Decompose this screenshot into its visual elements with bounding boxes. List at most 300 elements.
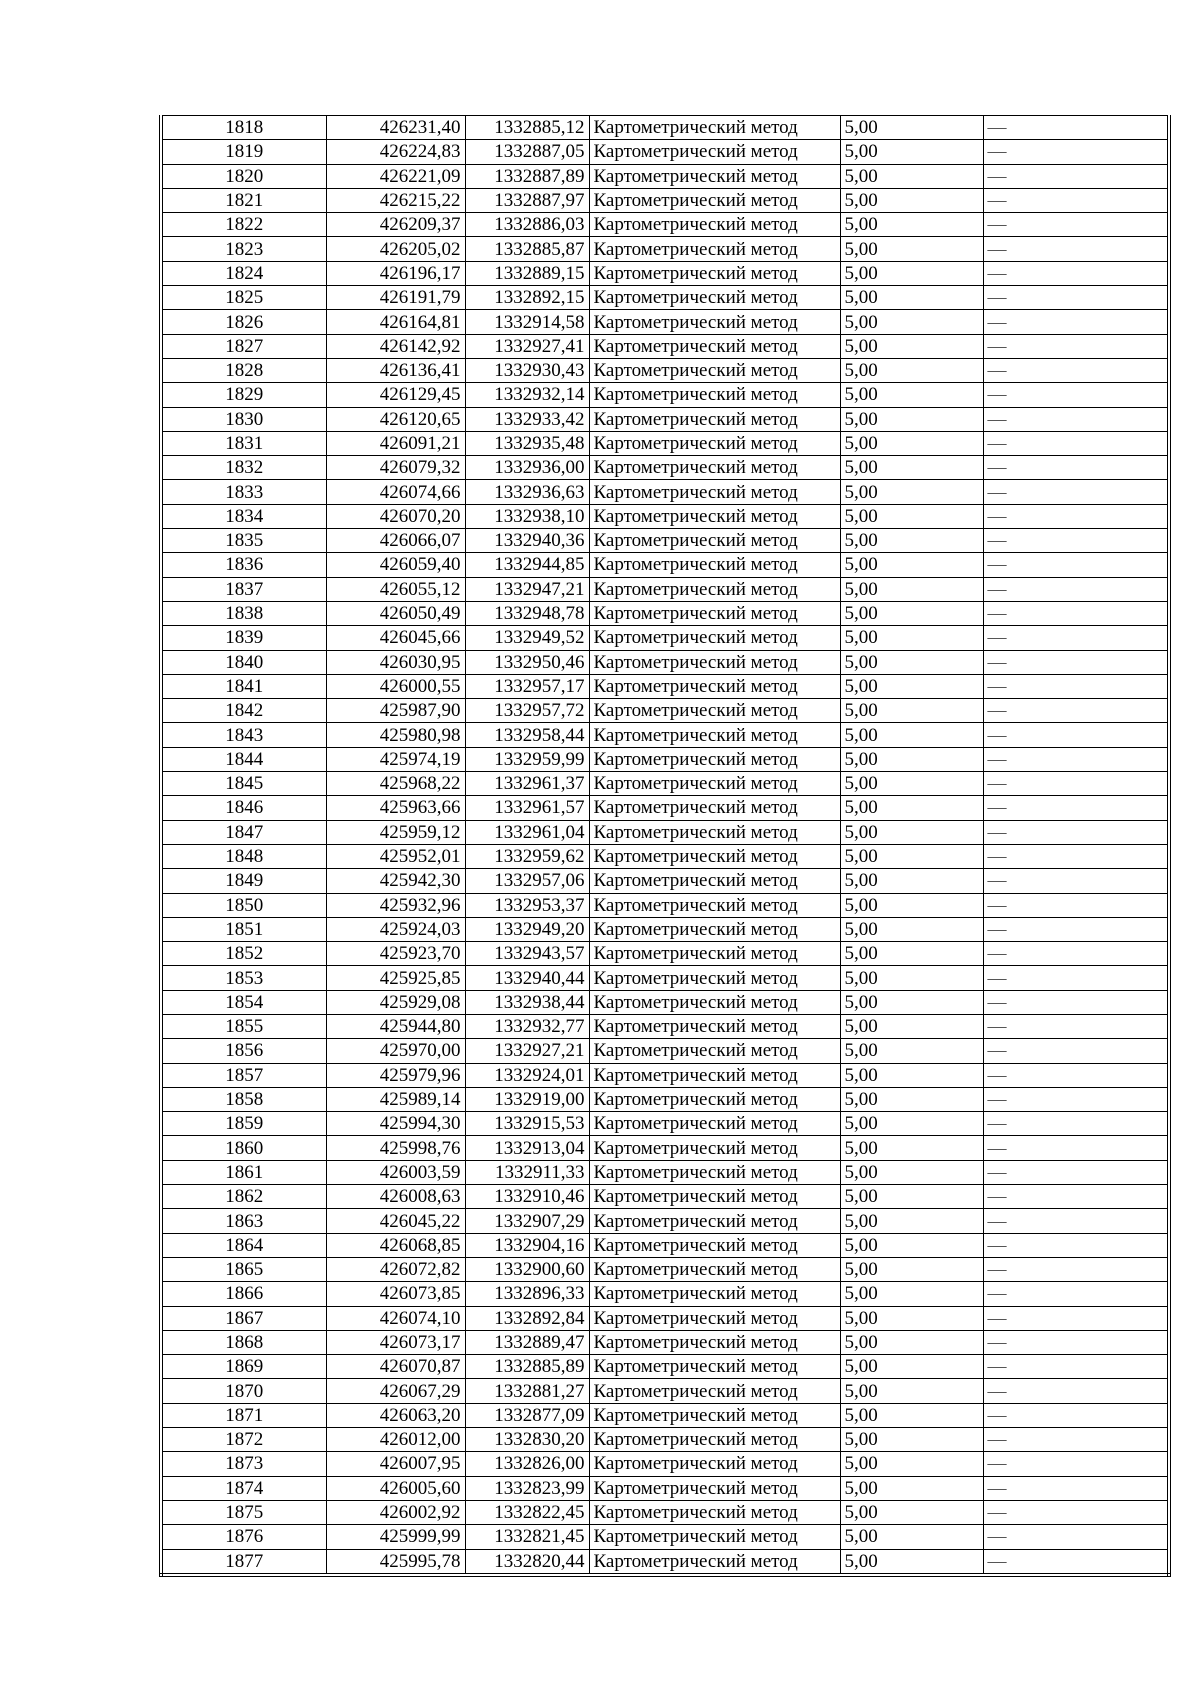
- table-row: [161, 869, 1169, 893]
- y-coordinate-cell: 1332885,87: [465, 237, 589, 261]
- point-number-cell: 1872: [161, 1428, 326, 1452]
- y-coordinate-cell: 1332933,42: [465, 407, 589, 431]
- x-coordinate-cell: 426066,07: [326, 529, 465, 553]
- point-number-cell: 1854: [161, 990, 326, 1014]
- point-number-cell: 1861: [161, 1160, 326, 1184]
- x-coordinate-cell: 426209,37: [326, 213, 465, 237]
- y-coordinate-cell: 1332949,20: [465, 917, 589, 941]
- table-row: [161, 1525, 1169, 1549]
- table-row: [161, 844, 1169, 868]
- accuracy-cell: 5,00: [840, 650, 983, 674]
- description-cell: —: [983, 1014, 1169, 1038]
- point-number-cell: 1845: [161, 772, 326, 796]
- y-coordinate-cell: 1332959,99: [465, 747, 589, 771]
- description-cell: —: [983, 577, 1169, 601]
- y-coordinate-cell: 1332932,77: [465, 1014, 589, 1038]
- y-coordinate-cell: 1332949,52: [465, 626, 589, 650]
- method-cell: Картометрический метод: [589, 407, 840, 431]
- y-coordinate-cell: 1332930,43: [465, 358, 589, 382]
- y-coordinate-cell: 1332826,00: [465, 1452, 589, 1476]
- table-row: [161, 601, 1169, 625]
- point-number-cell: 1837: [161, 577, 326, 601]
- y-coordinate-cell: 1332887,05: [465, 140, 589, 164]
- method-cell: Картометрический метод: [589, 1476, 840, 1500]
- y-coordinate-cell: 1332914,58: [465, 310, 589, 334]
- description-cell: —: [983, 1355, 1169, 1379]
- table-row: [161, 1087, 1169, 1111]
- method-cell: Картометрический метод: [589, 504, 840, 528]
- point-number-cell: 1860: [161, 1136, 326, 1160]
- point-number-cell: 1832: [161, 456, 326, 480]
- point-number-cell: 1869: [161, 1355, 326, 1379]
- accuracy-cell: 5,00: [840, 553, 983, 577]
- x-coordinate-cell: 426136,41: [326, 358, 465, 382]
- y-coordinate-cell: 1332830,20: [465, 1428, 589, 1452]
- accuracy-cell: 5,00: [840, 747, 983, 771]
- description-cell: —: [983, 1282, 1169, 1306]
- y-coordinate-cell: 1332924,01: [465, 1063, 589, 1087]
- point-number-cell: 1847: [161, 820, 326, 844]
- description-cell: —: [983, 844, 1169, 868]
- x-coordinate-cell: 426007,95: [326, 1452, 465, 1476]
- x-coordinate-cell: 426074,66: [326, 480, 465, 504]
- x-coordinate-cell: 425968,22: [326, 772, 465, 796]
- description-cell: —: [983, 723, 1169, 747]
- description-cell: —: [983, 1233, 1169, 1257]
- point-number-cell: 1827: [161, 334, 326, 358]
- point-number-cell: 1851: [161, 917, 326, 941]
- method-cell: Картометрический метод: [589, 674, 840, 698]
- point-number-cell: 1836: [161, 553, 326, 577]
- table-row: [161, 480, 1169, 504]
- description-cell: —: [983, 1549, 1169, 1575]
- x-coordinate-cell: 425942,30: [326, 869, 465, 893]
- point-number-cell: 1849: [161, 869, 326, 893]
- accuracy-cell: 5,00: [840, 1500, 983, 1524]
- method-cell: Картометрический метод: [589, 116, 840, 140]
- point-number-cell: 1819: [161, 140, 326, 164]
- method-cell: Картометрический метод: [589, 1525, 840, 1549]
- description-cell: —: [983, 1112, 1169, 1136]
- x-coordinate-cell: 425924,03: [326, 917, 465, 941]
- table-row: [161, 1452, 1169, 1476]
- table-row: [161, 966, 1169, 990]
- method-cell: Картометрический метод: [589, 553, 840, 577]
- x-coordinate-cell: 426012,00: [326, 1428, 465, 1452]
- table-row: [161, 1306, 1169, 1330]
- table-row: [161, 553, 1169, 577]
- x-coordinate-cell: 426231,40: [326, 116, 465, 140]
- y-coordinate-cell: 1332910,46: [465, 1185, 589, 1209]
- method-cell: Картометрический метод: [589, 261, 840, 285]
- description-cell: —: [983, 650, 1169, 674]
- point-number-cell: 1877: [161, 1549, 326, 1575]
- method-cell: Картометрический метод: [589, 1014, 840, 1038]
- accuracy-cell: 5,00: [840, 1257, 983, 1281]
- description-cell: —: [983, 942, 1169, 966]
- description-cell: —: [983, 990, 1169, 1014]
- accuracy-cell: 5,00: [840, 1306, 983, 1330]
- accuracy-cell: 5,00: [840, 188, 983, 212]
- y-coordinate-cell: 1332887,97: [465, 188, 589, 212]
- accuracy-cell: 5,00: [840, 601, 983, 625]
- table-row: [161, 1403, 1169, 1427]
- accuracy-cell: 5,00: [840, 1087, 983, 1111]
- point-number-cell: 1840: [161, 650, 326, 674]
- y-coordinate-cell: 1332935,48: [465, 431, 589, 455]
- x-coordinate-cell: 425989,14: [326, 1087, 465, 1111]
- x-coordinate-cell: 426073,85: [326, 1282, 465, 1306]
- y-coordinate-cell: 1332877,09: [465, 1403, 589, 1427]
- y-coordinate-cell: 1332953,37: [465, 893, 589, 917]
- table-row: [161, 1063, 1169, 1087]
- point-number-cell: 1825: [161, 286, 326, 310]
- method-cell: Картометрический метод: [589, 1500, 840, 1524]
- y-coordinate-cell: 1332821,45: [465, 1525, 589, 1549]
- method-cell: Картометрический метод: [589, 358, 840, 382]
- x-coordinate-cell: 425929,08: [326, 990, 465, 1014]
- method-cell: Картометрический метод: [589, 1330, 840, 1354]
- x-coordinate-cell: 426045,22: [326, 1209, 465, 1233]
- accuracy-cell: 5,00: [840, 1112, 983, 1136]
- method-cell: Картометрический метод: [589, 1306, 840, 1330]
- accuracy-cell: 5,00: [840, 529, 983, 553]
- description-cell: —: [983, 431, 1169, 455]
- method-cell: Картометрический метод: [589, 1257, 840, 1281]
- point-number-cell: 1865: [161, 1257, 326, 1281]
- method-cell: Картометрический метод: [589, 723, 840, 747]
- accuracy-cell: 5,00: [840, 456, 983, 480]
- x-coordinate-cell: 426059,40: [326, 553, 465, 577]
- point-number-cell: 1822: [161, 213, 326, 237]
- accuracy-cell: 5,00: [840, 237, 983, 261]
- table-row: [161, 456, 1169, 480]
- description-cell: —: [983, 1525, 1169, 1549]
- table-row: [161, 358, 1169, 382]
- table-row: [161, 504, 1169, 528]
- accuracy-cell: 5,00: [840, 407, 983, 431]
- point-number-cell: 1874: [161, 1476, 326, 1500]
- description-cell: —: [983, 1136, 1169, 1160]
- description-cell: —: [983, 237, 1169, 261]
- x-coordinate-cell: 426205,02: [326, 237, 465, 261]
- table-row: [161, 772, 1169, 796]
- table-row: [161, 140, 1169, 164]
- y-coordinate-cell: 1332957,72: [465, 699, 589, 723]
- method-cell: Картометрический метод: [589, 529, 840, 553]
- accuracy-cell: 5,00: [840, 772, 983, 796]
- description-cell: —: [983, 1257, 1169, 1281]
- table-row: [161, 286, 1169, 310]
- x-coordinate-cell: 426129,45: [326, 383, 465, 407]
- description-cell: —: [983, 140, 1169, 164]
- point-number-cell: 1867: [161, 1306, 326, 1330]
- method-cell: Картометрический метод: [589, 383, 840, 407]
- accuracy-cell: 5,00: [840, 626, 983, 650]
- y-coordinate-cell: 1332913,04: [465, 1136, 589, 1160]
- x-coordinate-cell: 425923,70: [326, 942, 465, 966]
- y-coordinate-cell: 1332896,33: [465, 1282, 589, 1306]
- accuracy-cell: 5,00: [840, 1476, 983, 1500]
- x-coordinate-cell: 425987,90: [326, 699, 465, 723]
- description-cell: —: [983, 1306, 1169, 1330]
- y-coordinate-cell: 1332961,57: [465, 796, 589, 820]
- x-coordinate-cell: 426002,92: [326, 1500, 465, 1524]
- description-cell: —: [983, 456, 1169, 480]
- y-coordinate-cell: 1332938,44: [465, 990, 589, 1014]
- accuracy-cell: 5,00: [840, 1379, 983, 1403]
- method-cell: Картометрический метод: [589, 456, 840, 480]
- description-cell: —: [983, 699, 1169, 723]
- x-coordinate-cell: 426068,85: [326, 1233, 465, 1257]
- y-coordinate-cell: 1332950,46: [465, 650, 589, 674]
- accuracy-cell: 5,00: [840, 261, 983, 285]
- method-cell: Картометрический метод: [589, 917, 840, 941]
- accuracy-cell: 5,00: [840, 820, 983, 844]
- accuracy-cell: 5,00: [840, 674, 983, 698]
- x-coordinate-cell: 425932,96: [326, 893, 465, 917]
- point-number-cell: 1841: [161, 674, 326, 698]
- method-cell: Картометрический метод: [589, 1403, 840, 1427]
- point-number-cell: 1839: [161, 626, 326, 650]
- accuracy-cell: 5,00: [840, 310, 983, 334]
- method-cell: Картометрический метод: [589, 990, 840, 1014]
- table-row: [161, 1257, 1169, 1281]
- y-coordinate-cell: 1332927,41: [465, 334, 589, 358]
- x-coordinate-cell: 426050,49: [326, 601, 465, 625]
- y-coordinate-cell: 1332900,60: [465, 1257, 589, 1281]
- method-cell: Картометрический метод: [589, 1209, 840, 1233]
- method-cell: Картометрический метод: [589, 1233, 840, 1257]
- table-row: [161, 1160, 1169, 1184]
- method-cell: Картометрический метод: [589, 942, 840, 966]
- table-row: [161, 820, 1169, 844]
- table-row: [161, 1209, 1169, 1233]
- description-cell: —: [983, 1428, 1169, 1452]
- y-coordinate-cell: 1332940,44: [465, 966, 589, 990]
- accuracy-cell: 5,00: [840, 917, 983, 941]
- accuracy-cell: 5,00: [840, 990, 983, 1014]
- method-cell: Картометрический метод: [589, 334, 840, 358]
- description-cell: —: [983, 772, 1169, 796]
- point-number-cell: 1842: [161, 699, 326, 723]
- y-coordinate-cell: 1332907,29: [465, 1209, 589, 1233]
- point-number-cell: 1834: [161, 504, 326, 528]
- method-cell: Картометрический метод: [589, 1160, 840, 1184]
- point-number-cell: 1846: [161, 796, 326, 820]
- description-cell: —: [983, 966, 1169, 990]
- accuracy-cell: 5,00: [840, 213, 983, 237]
- table-row: [161, 1039, 1169, 1063]
- table-row: [161, 699, 1169, 723]
- description-cell: —: [983, 310, 1169, 334]
- description-cell: —: [983, 1039, 1169, 1063]
- method-cell: Картометрический метод: [589, 1379, 840, 1403]
- accuracy-cell: 5,00: [840, 1014, 983, 1038]
- description-cell: —: [983, 1500, 1169, 1524]
- accuracy-cell: 5,00: [840, 358, 983, 382]
- y-coordinate-cell: 1332943,57: [465, 942, 589, 966]
- table-row: [161, 1500, 1169, 1524]
- description-cell: —: [983, 820, 1169, 844]
- method-cell: Картометрический метод: [589, 1112, 840, 1136]
- table-row: [161, 1014, 1169, 1038]
- x-coordinate-cell: 425925,85: [326, 966, 465, 990]
- x-coordinate-cell: 425970,00: [326, 1039, 465, 1063]
- y-coordinate-cell: 1332936,00: [465, 456, 589, 480]
- accuracy-cell: 5,00: [840, 140, 983, 164]
- method-cell: Картометрический метод: [589, 966, 840, 990]
- y-coordinate-cell: 1332889,15: [465, 261, 589, 285]
- table-row: [161, 383, 1169, 407]
- y-coordinate-cell: 1332881,27: [465, 1379, 589, 1403]
- x-coordinate-cell: 426067,29: [326, 1379, 465, 1403]
- accuracy-cell: 5,00: [840, 480, 983, 504]
- description-cell: —: [983, 480, 1169, 504]
- point-number-cell: 1871: [161, 1403, 326, 1427]
- description-cell: —: [983, 869, 1169, 893]
- x-coordinate-cell: 426221,09: [326, 164, 465, 188]
- point-number-cell: 1857: [161, 1063, 326, 1087]
- accuracy-cell: 5,00: [840, 164, 983, 188]
- point-number-cell: 1838: [161, 601, 326, 625]
- point-number-cell: 1873: [161, 1452, 326, 1476]
- accuracy-cell: 5,00: [840, 1039, 983, 1063]
- method-cell: Картометрический метод: [589, 140, 840, 164]
- point-number-cell: 1835: [161, 529, 326, 553]
- coordinates-table: [159, 115, 1171, 1577]
- x-coordinate-cell: 425980,98: [326, 723, 465, 747]
- description-cell: —: [983, 358, 1169, 382]
- description-cell: —: [983, 1403, 1169, 1427]
- description-cell: —: [983, 213, 1169, 237]
- method-cell: Картометрический метод: [589, 577, 840, 601]
- method-cell: Картометрический метод: [589, 188, 840, 212]
- point-number-cell: 1830: [161, 407, 326, 431]
- table-body: [161, 116, 1169, 1575]
- table-row: [161, 626, 1169, 650]
- x-coordinate-cell: 426074,10: [326, 1306, 465, 1330]
- point-number-cell: 1848: [161, 844, 326, 868]
- description-cell: —: [983, 1063, 1169, 1087]
- y-coordinate-cell: 1332938,10: [465, 504, 589, 528]
- accuracy-cell: 5,00: [840, 1330, 983, 1354]
- point-number-cell: 1863: [161, 1209, 326, 1233]
- table-row: [161, 1185, 1169, 1209]
- x-coordinate-cell: 426000,55: [326, 674, 465, 698]
- table-row: [161, 650, 1169, 674]
- table-row: [161, 188, 1169, 212]
- x-coordinate-cell: 425994,30: [326, 1112, 465, 1136]
- accuracy-cell: 5,00: [840, 1452, 983, 1476]
- accuracy-cell: 5,00: [840, 383, 983, 407]
- point-number-cell: 1829: [161, 383, 326, 407]
- description-cell: —: [983, 1330, 1169, 1354]
- method-cell: Картометрический метод: [589, 747, 840, 771]
- x-coordinate-cell: 426196,17: [326, 261, 465, 285]
- table-row: [161, 723, 1169, 747]
- method-cell: Картометрический метод: [589, 820, 840, 844]
- description-cell: —: [983, 1379, 1169, 1403]
- accuracy-cell: 5,00: [840, 942, 983, 966]
- point-number-cell: 1853: [161, 966, 326, 990]
- description-cell: —: [983, 1476, 1169, 1500]
- table-row: [161, 1136, 1169, 1160]
- point-number-cell: 1821: [161, 188, 326, 212]
- accuracy-cell: 5,00: [840, 966, 983, 990]
- table-row: [161, 796, 1169, 820]
- description-cell: —: [983, 383, 1169, 407]
- table-row: [161, 1428, 1169, 1452]
- method-cell: Картометрический метод: [589, 1549, 840, 1575]
- point-number-cell: 1826: [161, 310, 326, 334]
- accuracy-cell: 5,00: [840, 869, 983, 893]
- accuracy-cell: 5,00: [840, 699, 983, 723]
- point-number-cell: 1844: [161, 747, 326, 771]
- accuracy-cell: 5,00: [840, 1063, 983, 1087]
- description-cell: —: [983, 334, 1169, 358]
- x-coordinate-cell: 426072,82: [326, 1257, 465, 1281]
- x-coordinate-cell: 426215,22: [326, 188, 465, 212]
- description-cell: —: [983, 407, 1169, 431]
- point-number-cell: 1876: [161, 1525, 326, 1549]
- method-cell: Картометрический метод: [589, 796, 840, 820]
- accuracy-cell: 5,00: [840, 1136, 983, 1160]
- x-coordinate-cell: 426120,65: [326, 407, 465, 431]
- y-coordinate-cell: 1332940,36: [465, 529, 589, 553]
- method-cell: Картометрический метод: [589, 869, 840, 893]
- x-coordinate-cell: 425959,12: [326, 820, 465, 844]
- table-row: [161, 1233, 1169, 1257]
- table-row: [161, 164, 1169, 188]
- y-coordinate-cell: 1332959,62: [465, 844, 589, 868]
- method-cell: Картометрический метод: [589, 213, 840, 237]
- x-coordinate-cell: 426224,83: [326, 140, 465, 164]
- x-coordinate-cell: 425963,66: [326, 796, 465, 820]
- y-coordinate-cell: 1332958,44: [465, 723, 589, 747]
- accuracy-cell: 5,00: [840, 577, 983, 601]
- y-coordinate-cell: 1332947,21: [465, 577, 589, 601]
- table-row: [161, 1379, 1169, 1403]
- y-coordinate-cell: 1332919,00: [465, 1087, 589, 1111]
- description-cell: —: [983, 601, 1169, 625]
- table-row: [161, 261, 1169, 285]
- accuracy-cell: 5,00: [840, 286, 983, 310]
- description-cell: —: [983, 626, 1169, 650]
- y-coordinate-cell: 1332961,37: [465, 772, 589, 796]
- y-coordinate-cell: 1332892,15: [465, 286, 589, 310]
- method-cell: Картометрический метод: [589, 893, 840, 917]
- y-coordinate-cell: 1332823,99: [465, 1476, 589, 1500]
- table-row: [161, 310, 1169, 334]
- x-coordinate-cell: 426142,92: [326, 334, 465, 358]
- point-number-cell: 1856: [161, 1039, 326, 1063]
- y-coordinate-cell: 1332944,85: [465, 553, 589, 577]
- accuracy-cell: 5,00: [840, 1282, 983, 1306]
- x-coordinate-cell: 425944,80: [326, 1014, 465, 1038]
- point-number-cell: 1818: [161, 116, 326, 140]
- accuracy-cell: 5,00: [840, 1355, 983, 1379]
- x-coordinate-cell: 425974,19: [326, 747, 465, 771]
- method-cell: Картометрический метод: [589, 1428, 840, 1452]
- y-coordinate-cell: 1332904,16: [465, 1233, 589, 1257]
- x-coordinate-cell: 426073,17: [326, 1330, 465, 1354]
- y-coordinate-cell: 1332948,78: [465, 601, 589, 625]
- accuracy-cell: 5,00: [840, 1403, 983, 1427]
- description-cell: —: [983, 1452, 1169, 1476]
- description-cell: —: [983, 1160, 1169, 1184]
- point-number-cell: 1870: [161, 1379, 326, 1403]
